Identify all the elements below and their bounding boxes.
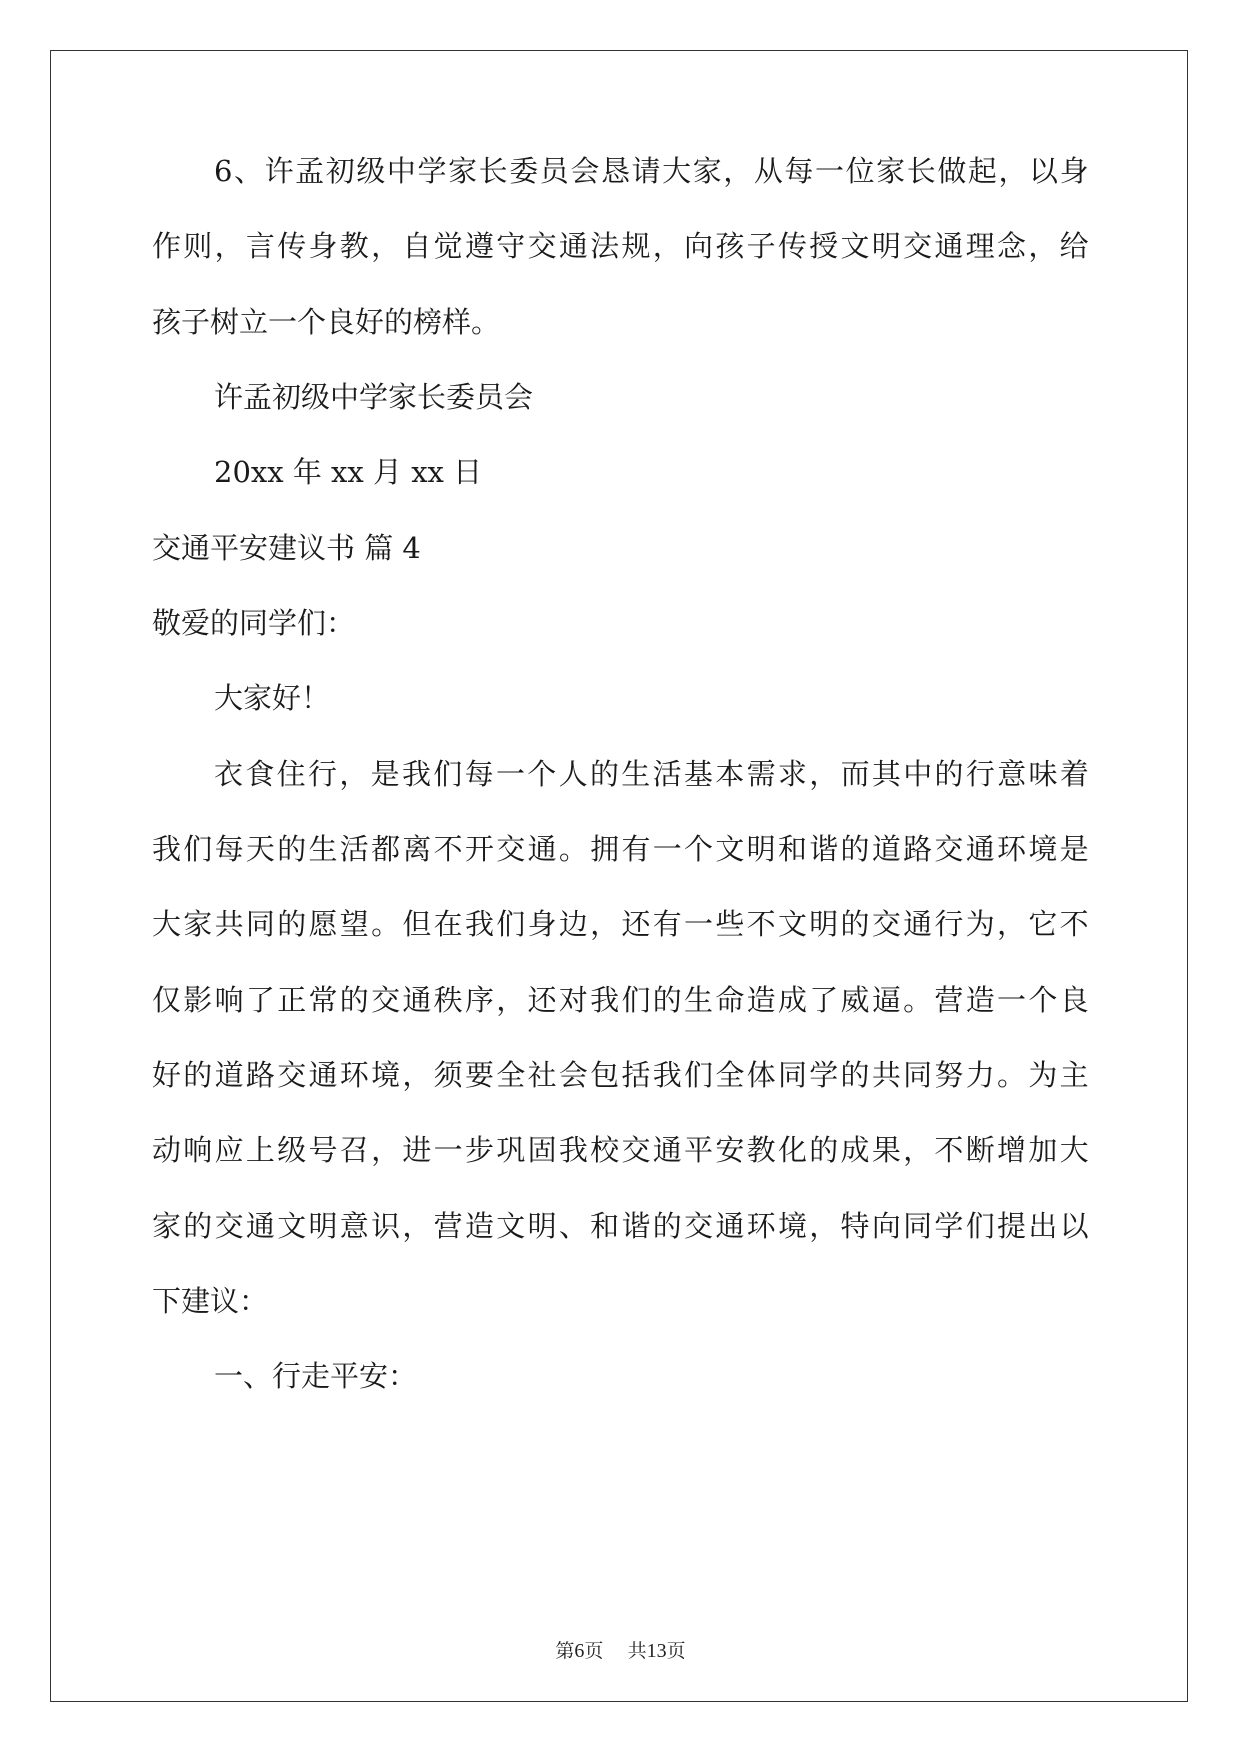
signature-date: 20xx 年 xx 月 xx 日 xyxy=(214,455,483,489)
paragraph-line: 家 的 交 通 文 明 意 识 ， 营 造 文 明 、 和 谐 的 交 通 环 境 ， 特 向 同 学 们 提 出 以 xyxy=(152,1209,1089,1243)
page-frame xyxy=(50,50,1188,1702)
page-prefix: 第 xyxy=(555,1640,575,1662)
page-suffix: 页 xyxy=(584,1640,604,1662)
paragraph-line: 作 则 ， 言 传 身 教 ， 自 觉 遵 守 交 通 法 规 ， 向 孩 子 传 授 文 明 交 通 理 念 ， 给 xyxy=(152,229,1089,263)
signature-org: 许孟初级中学家长委员会 xyxy=(214,380,534,414)
paragraph-line: 仅 影 响 了 正 常 的 交 通 秩 序 ， 还 对 我 们 的 生 命 造 成 了 威 逼 。 营 造 一 个 良 xyxy=(152,983,1089,1017)
total-prefix: 共 xyxy=(627,1640,647,1662)
section-heading: 交通平安建议书 篇 4 xyxy=(152,531,421,565)
paragraph-line: 6 、 许 孟 初 级 中 学 家 长 委 员 会 恳 请 大 家 ， 从 每 一 位 家 长 做 起 ， 以 身 xyxy=(214,154,1089,188)
paragraph-line: 下建议： xyxy=(152,1284,269,1318)
paragraph-line: 大 家 共 同 的 愿 望 。 但 在 我 们 身 边 ， 还 有 一 些 不 文 明 的 交 通 行 为 ， 它 不 xyxy=(152,907,1089,941)
paragraph-line: 我 们 每 天 的 生 活 都 离 不 开 交 通 。 拥 有 一 个 文 明 和 谐 的 道 路 交 通 环 境 是 xyxy=(152,832,1089,866)
page-total: 13 xyxy=(646,1640,667,1662)
paragraph-line: 好 的 道 路 交 通 环 境 ， 须 要 全 社 会 包 括 我 们 全 体 同 学 的 共 同 努 力 。 为 主 xyxy=(152,1058,1089,1092)
list-heading: 一、行走平安： xyxy=(214,1359,418,1393)
salutation: 敬爱的同学们： xyxy=(152,606,356,640)
paragraph-line: 动 响 应 上 级 号 召 ， 进 一 步 巩 固 我 校 交 通 平 安 教 化 的 成 果 ， 不 断 增 加 大 xyxy=(152,1133,1089,1167)
total-suffix: 页 xyxy=(666,1640,686,1662)
page-footer xyxy=(0,1636,1241,1663)
greeting: 大家好！ xyxy=(214,681,331,715)
paragraph-line: 孩子树立一个良好的榜样。 xyxy=(152,305,501,339)
paragraph-line: 衣 食 住 行 ， 是 我 们 每 一 个 人 的 生 活 基 本 需 求 ， 而 其 中 的 行 意 味 着 xyxy=(214,757,1089,791)
page-current: 6 xyxy=(574,1640,585,1662)
